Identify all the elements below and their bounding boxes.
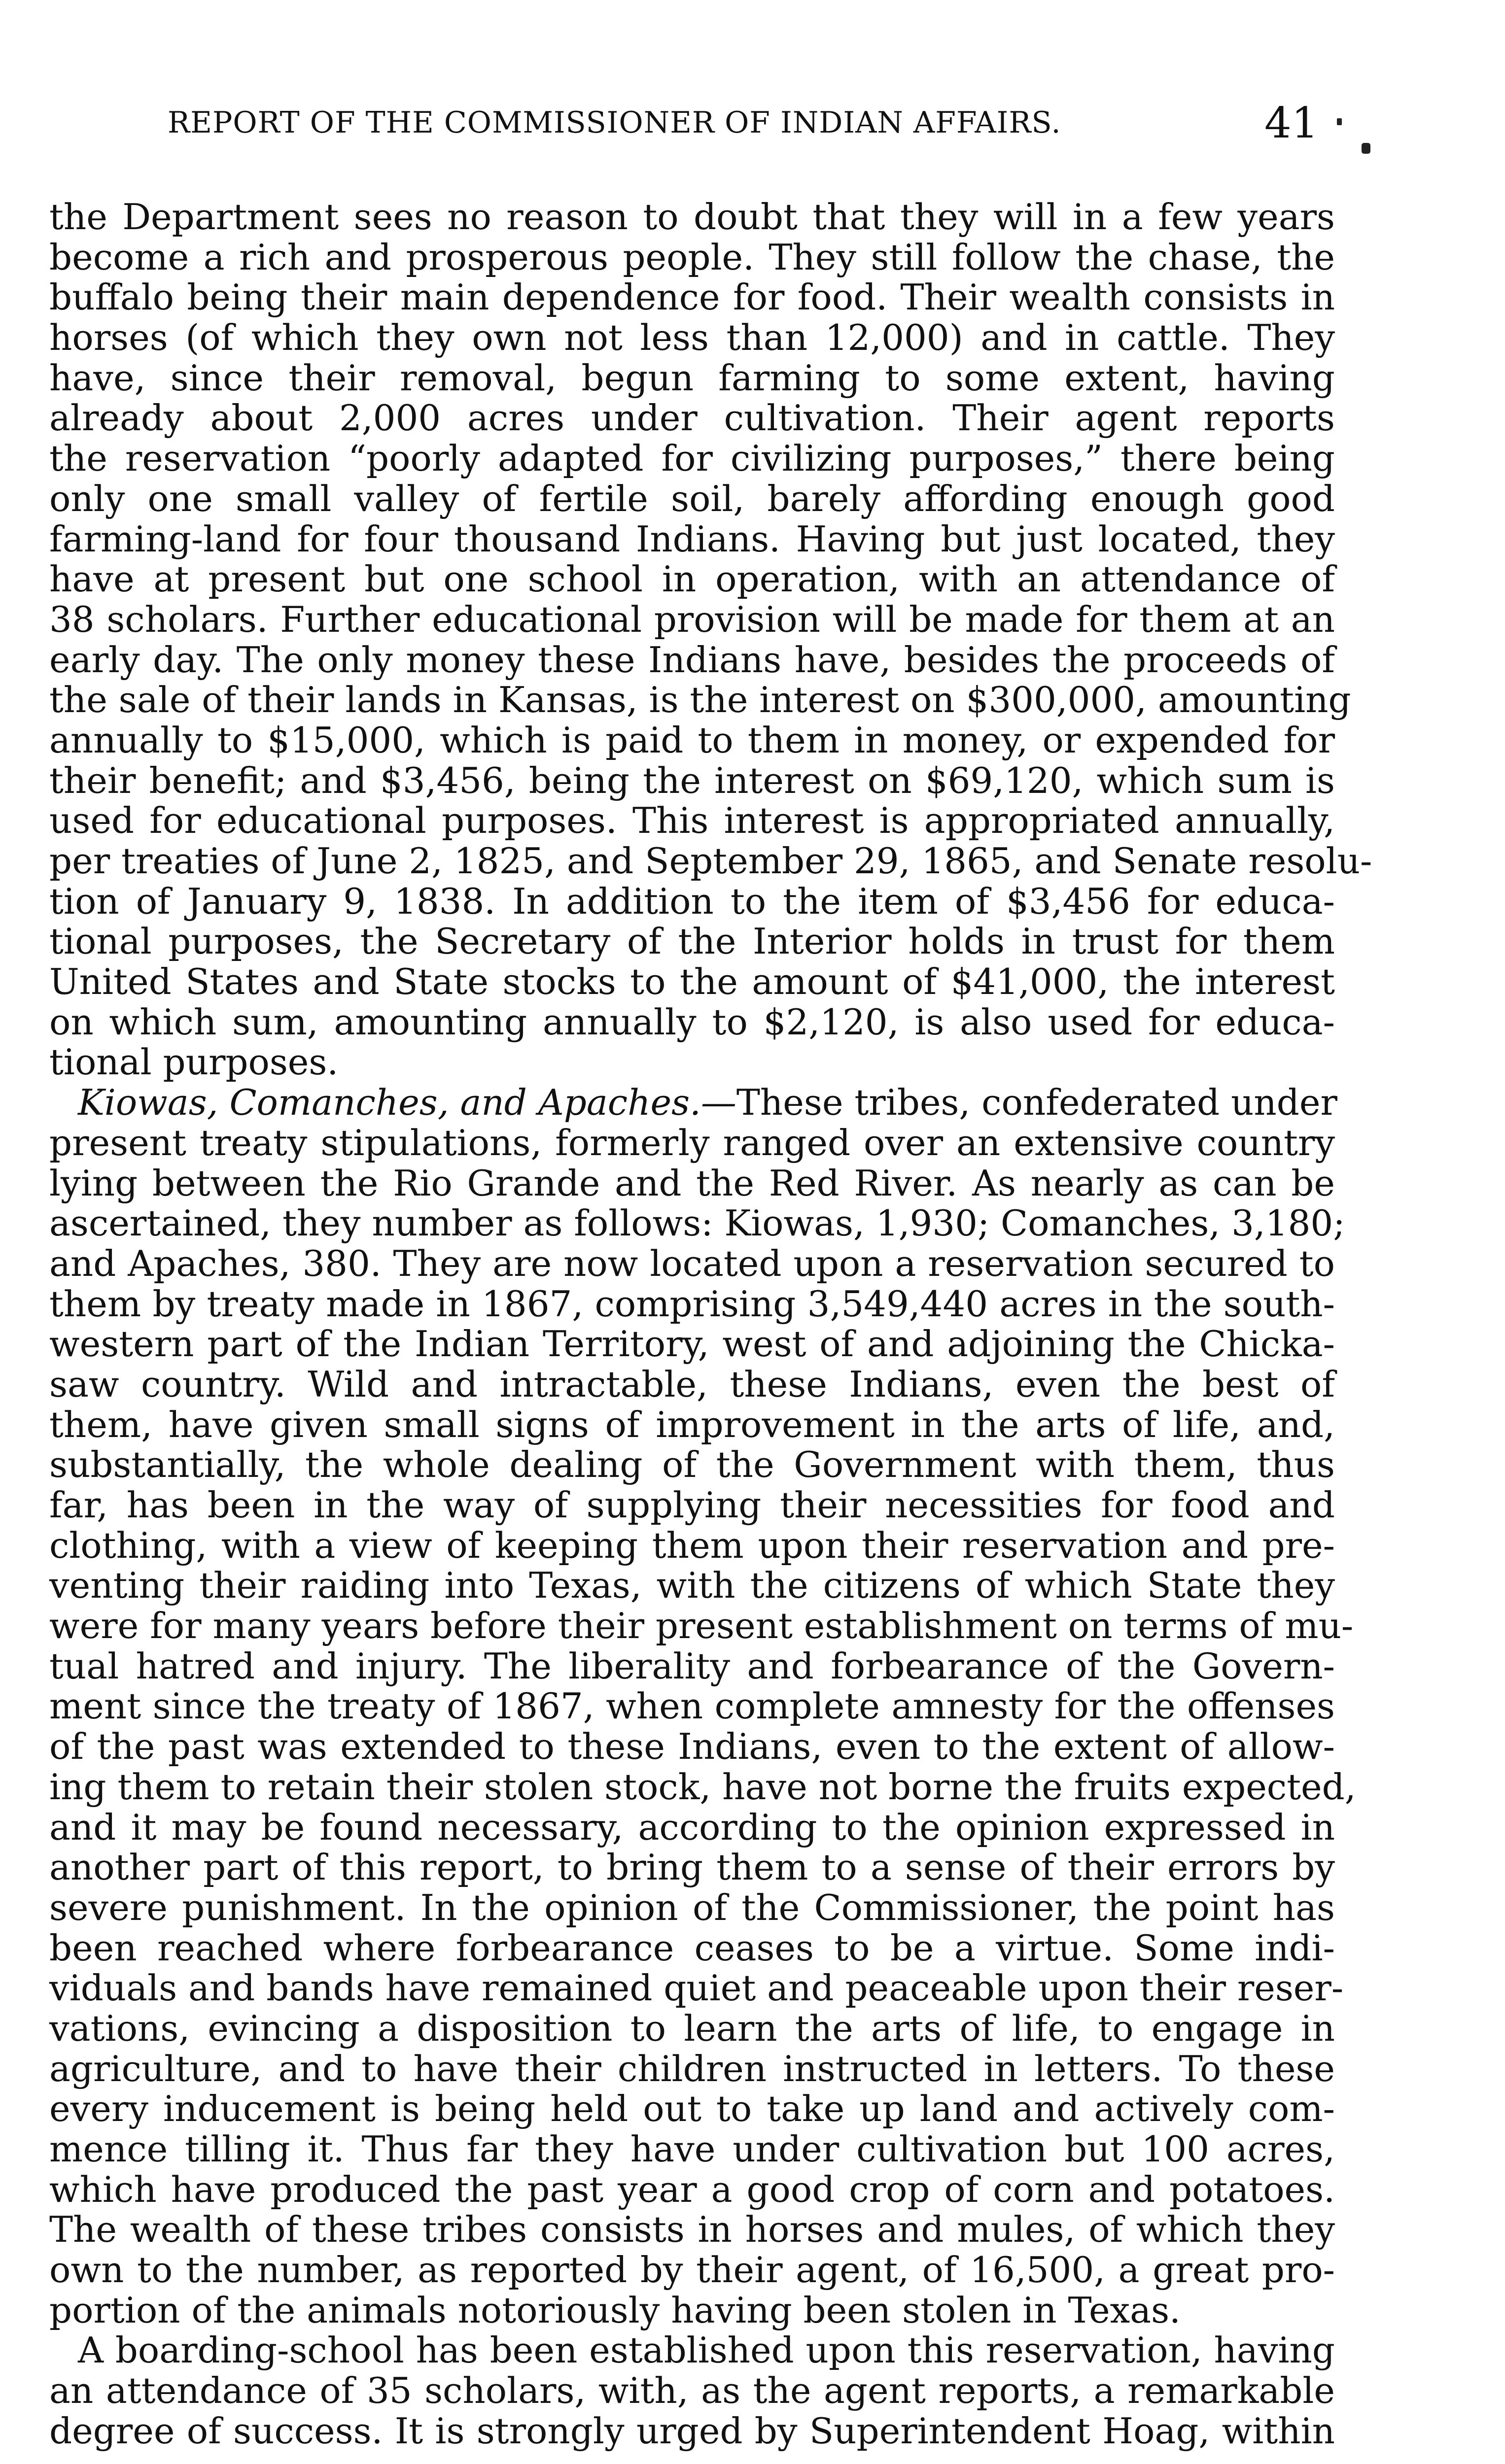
text-line: them, have given small signs of improvement in the arts of life, and, bbox=[49, 1403, 1335, 1445]
text-line: have at present but one school in operation, with an attendance of bbox=[49, 558, 1335, 600]
text-line: and it may be found necessary, according to the opinion expressed in bbox=[49, 1806, 1335, 1848]
text-line: of the past was extended to these Indians, even to the extent of allow- bbox=[49, 1726, 1335, 1768]
text-line: tion of January 9, 1838. In addition to the item of $3,456 for educa- bbox=[49, 880, 1335, 922]
text-line: horses (of which they own not less than 12,000) and in cattle. They bbox=[49, 317, 1335, 359]
text-line: venting their raiding into Texas, with the citizens of which State they bbox=[49, 1565, 1335, 1607]
text-line: buffalo being their main dependence for food. Their wealth consists in bbox=[49, 276, 1335, 318]
text-line: already about 2,000 acres under cultivation. Their agent reports bbox=[49, 397, 1335, 439]
text-line: tional purposes. bbox=[49, 1041, 339, 1083]
running-header bbox=[0, 99, 1505, 153]
text-line: tional purposes, the Secretary of the Interior holds in trust for them bbox=[49, 921, 1335, 962]
running-title: REPORT OF THE COMMISSIONER OF INDIAN AFFAIRS. bbox=[168, 105, 1061, 140]
text-line: saw country. Wild and intractable, these Indians, even the best of bbox=[49, 1363, 1335, 1405]
text-line: farming-land for four thousand Indians. Having but just located, they bbox=[49, 518, 1335, 560]
text-line: ment since the treaty of 1867, when complete amnesty for the offenses bbox=[49, 1685, 1335, 1727]
text-line: ing them to retain their stolen stock, have not borne the fruits expected, bbox=[49, 1766, 1356, 1808]
text-line: Kiowas, Comanches, and Apaches.—These tribes, confederated under bbox=[78, 1082, 1337, 1124]
page-number: 41 bbox=[1264, 99, 1319, 148]
text-line: only one small valley of fertile soil, barely affording enough good bbox=[49, 478, 1335, 519]
text-line: mence tilling it. Thus far they have under cultivation but 100 acres, bbox=[49, 2128, 1335, 2170]
text-line: the reservation “poorly adapted for civilizing purposes,” there being bbox=[49, 438, 1335, 479]
text-line: severe punishment. In the opinion of the Commissioner, the point has bbox=[49, 1886, 1335, 1928]
text-line: agriculture, and to have their children instructed in letters. To these bbox=[49, 2048, 1335, 2089]
text-line: 38 scholars. Further educational provision will be made for them at an bbox=[49, 598, 1335, 640]
text-line: and Apaches, 380. They are now located upon a reservation secured to bbox=[49, 1242, 1335, 1284]
print-specks bbox=[1336, 118, 1375, 168]
text-line: ascertained, they number as follows: Kiowas, 1,930; Comanches, 3,180; bbox=[49, 1202, 1345, 1244]
text-line: own to the number, as reported by their agent, of 16,500, a great pro- bbox=[49, 2249, 1335, 2291]
text-line: become a rich and prosperous people. They still follow the chase, the bbox=[49, 236, 1335, 278]
text-line: have, since their removal, begun farming to some extent, having bbox=[49, 357, 1335, 399]
text-line: portion of the animals notoriously having been stolen in Texas. bbox=[49, 2289, 1181, 2331]
text-line: the sale of their lands in Kansas, is the interest on $300,000, amounting bbox=[49, 679, 1351, 721]
text-line: been reached where forbearance ceases to be a virtue. Some indi- bbox=[49, 1927, 1335, 1969]
text-line: the Department sees no reason to doubt that they will in a few years bbox=[49, 196, 1335, 238]
ink-speck bbox=[1337, 118, 1342, 125]
text-line: United States and State stocks to the amount of $41,000, the interest bbox=[49, 961, 1335, 1003]
text-line: lying between the Rio Grande and the Red River. As nearly as can be bbox=[49, 1162, 1335, 1204]
body-text bbox=[49, 196, 1372, 2452]
text-line: substantially, the whole dealing of the Government with them, thus bbox=[49, 1444, 1335, 1486]
text-line: which have produced the past year a good crop of corn and potatoes. bbox=[49, 2168, 1335, 2210]
text-line: degree of success. It is strongly urged by Superintendent Hoag, within bbox=[49, 2410, 1335, 2452]
text-line: were for many years before their present establishment on terms of mu- bbox=[49, 1605, 1354, 1647]
text-line: western part of the Indian Territory, west of and adjoining the Chicka- bbox=[49, 1323, 1335, 1365]
text-line: every inducement is being held out to take up land and actively com- bbox=[49, 2088, 1335, 2130]
text-line: vations, evincing a disposition to learn the arts of life, to engage in bbox=[49, 2007, 1335, 2049]
text-line: clothing, with a view of keeping them upon their reservation and pre- bbox=[49, 1524, 1335, 1566]
text-line: their benefit; and $3,456, being the interest on $69,120, which sum is bbox=[49, 759, 1335, 801]
text-line: far, has been in the way of supplying their necessities for food and bbox=[49, 1484, 1335, 1526]
text-line: another part of this report, to bring them to a sense of their errors by bbox=[49, 1847, 1335, 1888]
text-line: A boarding-school has been established upon this reservation, having bbox=[78, 2329, 1335, 2371]
text-line: them by treaty made in 1867, comprising 3,549,440 acres in the south- bbox=[49, 1283, 1335, 1325]
text-line: viduals and bands have remained quiet and peaceable upon their reser- bbox=[49, 1967, 1344, 2009]
section-heading: Kiowas, Comanches, and Apaches.— bbox=[78, 1082, 736, 1124]
text-line: present treaty stipulations, formerly ranged over an extensive country bbox=[49, 1122, 1335, 1164]
text-line: on which sum, amounting annually to $2,120, is also used for educa- bbox=[49, 1001, 1335, 1043]
text-line: used for educational purposes. This interest is appropriated annually, bbox=[49, 800, 1335, 842]
ink-speck bbox=[1362, 143, 1370, 154]
text-line: annually to $15,000, which is paid to them in money, or expended for bbox=[49, 719, 1335, 761]
text-line: tual hatred and injury. The liberality and forbearance of the Govern- bbox=[49, 1645, 1335, 1687]
text-line: early day. The only money these Indians have, besides the proceeds of bbox=[49, 639, 1335, 681]
text-line: an attendance of 35 scholars, with, as the agent reports, a remarkable bbox=[49, 2370, 1335, 2412]
text-line: The wealth of these tribes consists in horses and mules, of which they bbox=[49, 2209, 1335, 2251]
text-line: per treaties of June 2, 1825, and September 29, 1865, and Senate resolu- bbox=[49, 840, 1372, 882]
